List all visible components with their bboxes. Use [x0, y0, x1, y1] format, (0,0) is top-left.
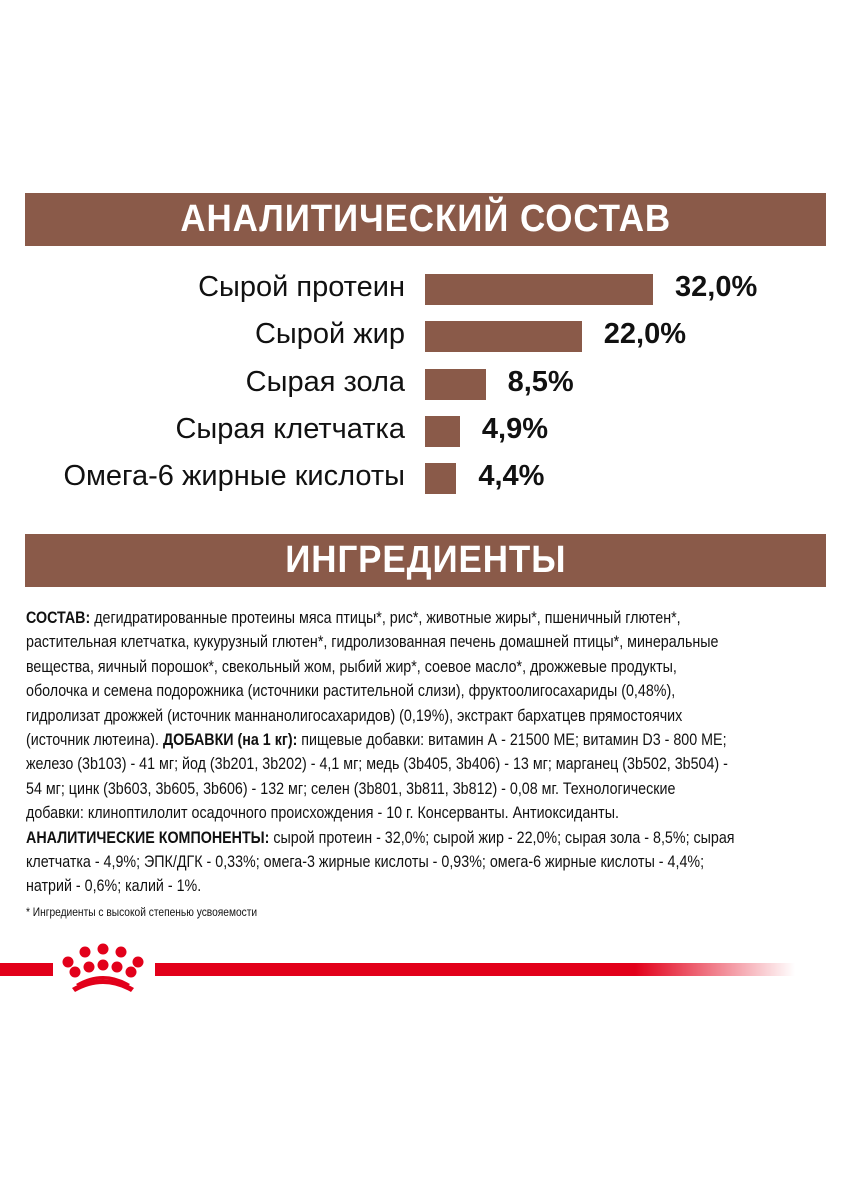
text-segment: 54 мг; цинк (3b603, 3b605, 3b606) - 132 мг; селен (3b801, 3b811, 3b812) - 0,08 мг. Технологические: [26, 778, 676, 798]
text-segment: добавки: клиноптилолит осадочного происхождения - 10 г. Консерванты. Антиоксиданты.: [26, 803, 619, 823]
text-segment: сырой протеин - 32,0%; сырой жир - 22,0%; сырая зола - 8,5%; сырая: [269, 827, 735, 847]
ingredients-line: [26, 826, 735, 850]
ingredients-header: [25, 534, 826, 587]
bar-value-label: 8,5%: [507, 365, 574, 398]
bar: [425, 321, 582, 352]
footnote: * Ингредиенты с высокой степенью усвояемости: [26, 905, 258, 919]
ingredients-line: [26, 874, 698, 898]
header-text: АНАЛИТИЧЕСКИЙ СОСТАВ: [180, 198, 671, 240]
bar: [425, 463, 456, 494]
bar-label: Омега-6 жирные кислоты: [63, 460, 405, 493]
brand-stripe-left: [0, 963, 53, 976]
text-segment: растительная клетчатка, кукурузный глютен*, гидролизованная печень домашней птицы*, минеральные: [26, 632, 719, 652]
royal-canin-crown-logo: [58, 940, 148, 995]
brand-stripe-right: [155, 963, 795, 976]
text-segment: оболочка и семена подорожника (источники растительной слизи), фруктоолигосахариды (0,48%),: [26, 681, 676, 701]
ingredients-line: [26, 606, 698, 630]
bar-label: Сырой протеин: [198, 271, 405, 303]
text-segment: натрий - 0,6%; калий - 1%.: [26, 876, 202, 896]
ingredients-line: [26, 655, 698, 679]
text-segment: дегидратированные протеины мяса птицы*, рис*, животные жиры*, пшеничный глютен*,: [90, 608, 681, 627]
section-label: АНАЛИТИЧЕСКИЕ КОМПОНЕНТЫ:: [26, 827, 270, 847]
header-text: ИНГРЕДИЕНТЫ: [284, 539, 567, 581]
bar-value-label: 4,4%: [478, 460, 545, 493]
text-segment: пищевые добавки: витамин А - 21500 МЕ; витамин D3 - 800 МЕ;: [297, 729, 727, 749]
bar-label: Сырая клетчатка: [175, 412, 405, 445]
text-segment: клетчатка - 4,9%; ЭПК/ДГК - 0,33%; омега-3 жирные кислоты - 0,93%; омега-6 жирные кислоты - 4,4%;: [26, 851, 705, 871]
bar: [425, 274, 653, 305]
ingredients-line: [26, 630, 719, 654]
bar-value-label: 4,9%: [481, 412, 549, 445]
ingredients-line: [26, 777, 698, 801]
bar: [425, 369, 486, 400]
ingredients-line: [26, 728, 727, 752]
text-segment: (источник лютеина).: [26, 729, 163, 749]
bar-value-label: 22,0%: [603, 318, 686, 351]
ingredients-line: [26, 679, 698, 703]
bar: [425, 416, 460, 447]
ingredients-line: [26, 801, 698, 825]
ingredients-line: [26, 752, 728, 776]
text-segment: вещества, яичный порошок*, свекольный жом, рыбий жир*, соевое масло*, дрожжевые продукты,: [26, 656, 677, 676]
analytical-composition-header: [25, 193, 826, 246]
ingredients-text: [26, 606, 826, 899]
bar-value-label: 32,0%: [675, 271, 758, 303]
ingredients-line: [26, 704, 698, 728]
text-segment: железо (3b103) - 41 мг; йод (3b201, 3b202) - 4,1 мг; медь (3b405, 3b406) - 13 мг; марганец (3b502, 3b504) -: [26, 754, 728, 774]
bar-label: Сырая зола: [245, 365, 405, 398]
section-label: СОСТАВ:: [26, 608, 91, 627]
section-label: ДОБАВКИ (на 1 кг):: [162, 729, 298, 749]
ingredients-line: [26, 850, 705, 874]
bar-label: Сырой жир: [254, 318, 405, 351]
text-segment: гидролизат дрожжей (источник маннанолигосахаридов) (0,19%), экстракт бархатцев прямостоячих: [26, 705, 683, 725]
